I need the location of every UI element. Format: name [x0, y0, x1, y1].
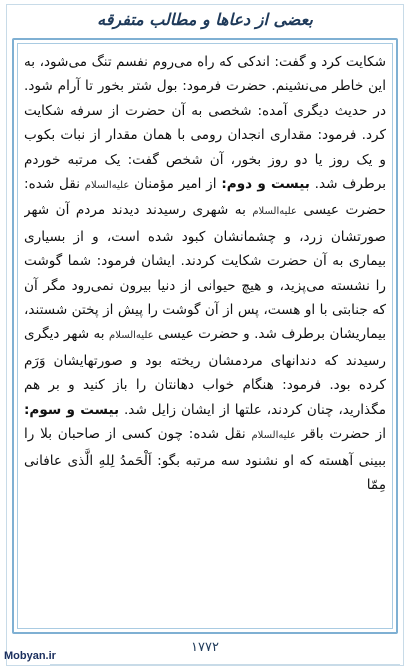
site-watermark: Mobyan.ir [4, 650, 56, 662]
footer-divider [50, 664, 400, 666]
body-text [24, 50, 386, 624]
paragraph-3-part-a: از حضرت باقر [296, 426, 386, 443]
paragraph-2-part-b: نقل شده: حضرت عیسی [24, 176, 386, 219]
paragraph-1: شکایت کرد و گفت: اندکی که راه می‌روم نفسم تنگ می‌شود، به این خاطر می‌نشینم. حضرت فرمود: بول شتر بخور تا آرام شود. در حدیث دیگری آمده: شخصی به آن حضرت از سرفه شکایت کرد. فرمود: مقداری انجدان رومی با همان مقدار از نبات بکوب و یک روز یا دو روز بخور، آن شخص گفت: یک مرتبه خوردم برطرف شد. [24, 54, 386, 193]
page-number: ۱۷۷۲ [191, 640, 219, 655]
page-header [6, 4, 404, 34]
paragraph-2-part-c: به شهری رسیدند دیدند مردم آن شهر صورتشان زرد، و چشمانشان کبود شده است، و از بسیاری بیماری به آن حضرت شکایت کردند. ایشان فرمود: شما گوشت را نشسته می‌پزید، و هیچ حیوانی از دنیا بیرون نمی‌رود مگر آن که جنابتی با او هست، پس از آن گوشت را پیش از پختن شستند، بیماریشان برطرف شد. و حضرت عیسی [24, 202, 386, 343]
paragraph-3-part-b: نقل شده: چون کسی از صاحبان بلا را ببینی آهسته که او نشنود سه مرتبه بگو: اَلْحَمدُ لِلهِ الَّذی عافانی مِمّا [24, 426, 386, 493]
page-title: بعضی از دعاها و مطالب متفرقه [97, 9, 313, 29]
paragraph-2-part-a: از امیر مؤمنان [129, 176, 222, 193]
section-heading-22: بیست و دوم: [221, 176, 310, 193]
honorific-2: علیه‌السلام [252, 206, 297, 218]
content-frame [12, 38, 398, 634]
honorific-1: علیه‌السلام [84, 180, 130, 192]
section-heading-23: بیست و سوم: [24, 401, 120, 418]
paragraph-2-part-d: به شهر دیگری رسیدند که دندانهای مردمشان ریخته بود و صورتهایشان وَرَم کرده بود. فرمود: هنگام خواب دهانتان را باز کنید و بر هم مگذارید، چنان کردند، علتها از ایشان زایل شد. [24, 326, 386, 418]
honorific-3: علیه‌السلام [109, 330, 154, 342]
honorific-4: علیه‌السلام [251, 430, 296, 442]
